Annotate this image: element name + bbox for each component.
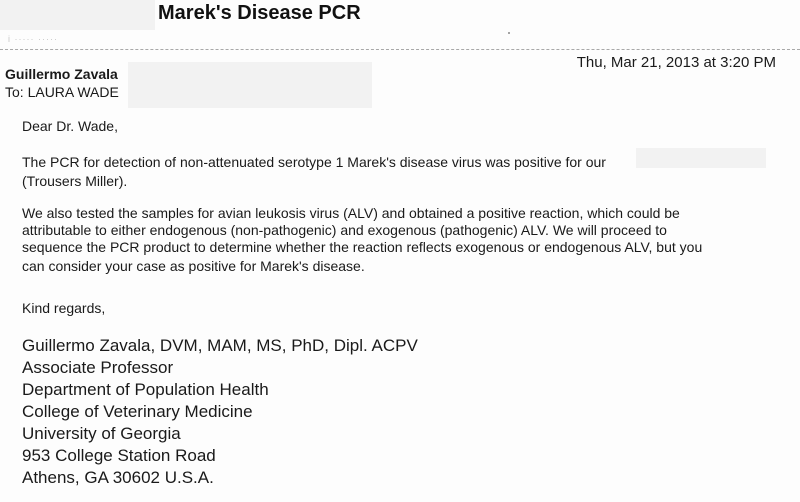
- signature-title: Associate Professor: [22, 358, 174, 377]
- paragraph-1-line-2: (Trousers Miller).: [22, 173, 128, 189]
- paragraph-2-line-3: sequence the PCR product to determine whether the reaction reflects exogenous or endogenous ALV, but you: [22, 239, 703, 255]
- email-date: Thu, Mar 21, 2013 at 3:20 PM: [576, 54, 776, 71]
- signature-college: College of Veterinary Medicine: [22, 402, 253, 421]
- redacted-sender-area: [0, 0, 155, 30]
- paragraph-1-line-1: The PCR for detection of non-attenuated serotype 1 Marek's disease virus was positive for our: [22, 154, 606, 170]
- signature-university: University of Georgia: [22, 424, 181, 443]
- greeting: Dear Dr. Wade,: [22, 118, 118, 134]
- signature-city: Athens, GA 30602 U.S.A.: [22, 468, 214, 487]
- recipient-line: To: LAURA WADE: [5, 84, 119, 100]
- paragraph-2-line-4: can consider your case as positive for Marek's disease.: [22, 258, 365, 274]
- faint-header-text: i ····· ·····: [8, 34, 58, 44]
- redacted-owner-name: [636, 148, 766, 168]
- closing: Kind regards,: [22, 300, 106, 316]
- redacted-recipient-email: [128, 62, 372, 108]
- speck: [508, 32, 510, 34]
- signature-name: Guillermo Zavala, DVM, MAM, MS, PhD, Dipl. ACPV: [22, 336, 418, 355]
- paragraph-2-line-1: We also tested the samples for avian leukosis virus (ALV) and obtained a positive reaction, which could be: [22, 205, 680, 221]
- signature-street: 953 College Station Road: [22, 446, 216, 465]
- sender-name: Guillermo Zavala: [5, 66, 118, 82]
- paragraph-2-line-2: attributable to either endogenous (non-pathogenic) and exogenous (pathogenic) ALV. We will proceed to: [22, 222, 667, 238]
- signature-department: Department of Population Health: [22, 380, 269, 399]
- email-subject: Marek's Disease PCR: [158, 2, 361, 24]
- header-divider: [0, 49, 800, 50]
